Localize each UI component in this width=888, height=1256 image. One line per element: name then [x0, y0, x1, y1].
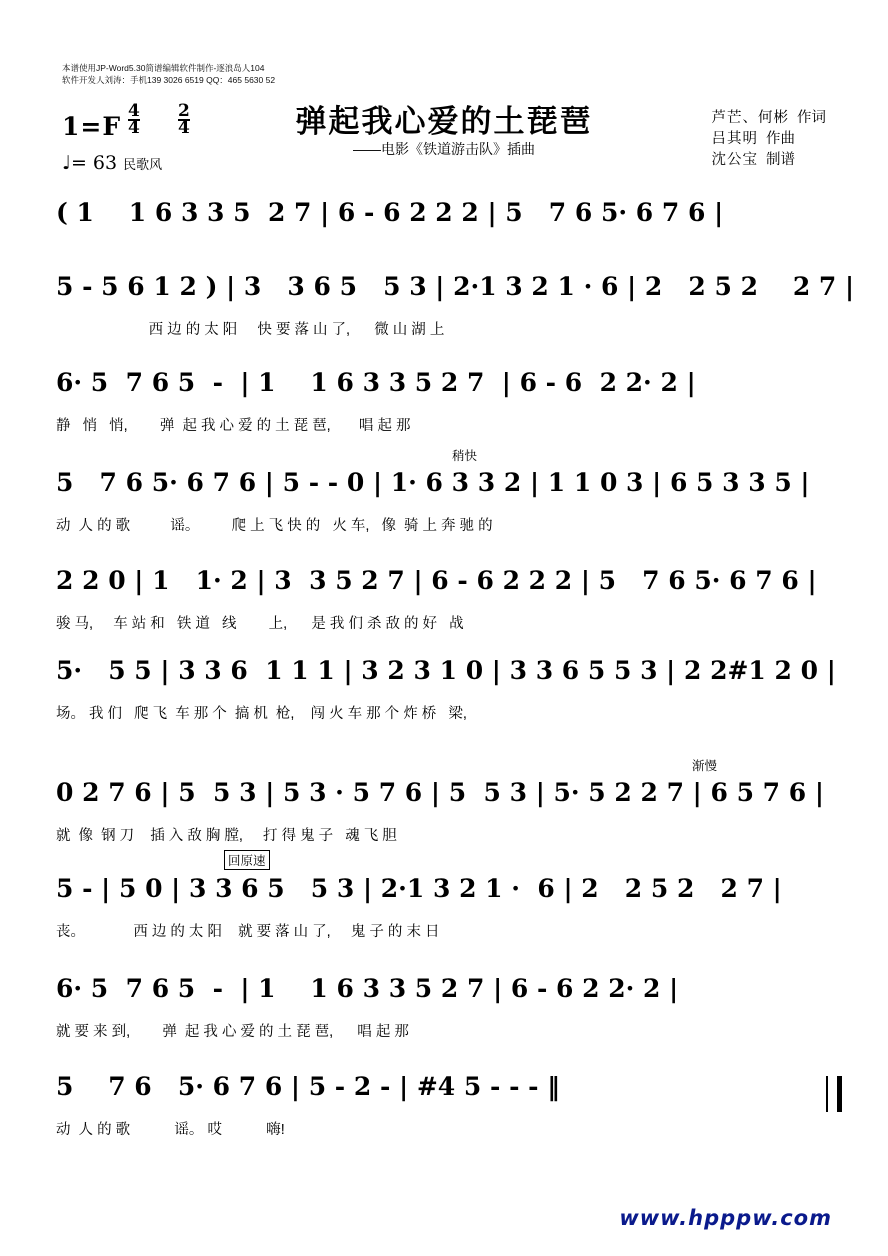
mark-shaokuai: 稍快: [452, 449, 478, 463]
system-6-lyrics: 场。 我 们 爬 飞 车 那 个 搞 机 枪, 闯 火 车 那 个 炸 桥 梁,: [56, 706, 467, 722]
credit-lyricist: [712, 108, 827, 129]
system-5: [56, 566, 834, 642]
system-6: [56, 656, 834, 732]
software-note-line1: 本谱使用JP-Word5.30简谱编辑软件制作-逐浪岛人104: [62, 63, 265, 73]
time-signature-primary: [128, 101, 140, 138]
system-5-notes: 2 2 0 | 1 1· 2 | 3 3 5 2 7 | 6 - 6 2 2 2 | 5 7 6 5· 6 7 6 |: [56, 566, 817, 595]
credit-lyricist-role: 作词: [797, 110, 826, 126]
credit-engraver: [712, 150, 827, 171]
system-6-notes: 5· 5 5 | 3 3 6 1 1 1 | 3 2 3 1 0 | 3 3 6 5 5 3 | 2 2#1 2 0 |: [56, 656, 836, 685]
time-signature-primary-denominator: 4: [128, 118, 140, 138]
system-4-notes: 5 7 6 5· 6 7 6 | 5 - - 0 | 1· 6 3 3 2 | 1 1 0 3 | 6 5 3 3 5 |: [56, 468, 810, 497]
system-1-notes: ( 1 1 6 3 3 5 2 7 | 6 - 6 2 2 2 | 5 7 6 5· 6 7 6 |: [56, 198, 724, 227]
system-7-notes: 0 2 7 6 | 5 5 3 | 5 3 · 5 7 6 | 5 5 3 | 5· 5 2 2 7 | 6 5 7 6 |: [56, 778, 824, 807]
system-2-notes: 5 - 5 6 1 2 ) | 3 3 6 5 5 3 | 2·1 3 2 1 · 6 | 2 2 5 2 2 7 |: [56, 272, 855, 301]
system-5-lyrics: 骏 马, 车 站 和 铁 道 线 上, 是 我 们 杀 敌 的 好 战: [56, 616, 464, 632]
time-signature-secondary: [178, 101, 190, 138]
system-9-notes: 6· 5 7 6 5 - | 1 1 6 3 3 5 2 7 | 6 - 6 2 2· 2 |: [56, 974, 679, 1003]
time-signature-secondary-numerator: 2: [178, 101, 190, 121]
system-10-notes: 5 7 6 5· 6 7 6 | 5 - 2 - | #4 5 - - - ‖: [56, 1072, 560, 1101]
credit-engraver-role: 制谱: [766, 152, 795, 168]
mark-huiyuansu: 回原速: [224, 850, 270, 870]
credit-lyricist-name: 芦芒、何彬: [711, 110, 789, 126]
system-10-lyrics: 动 人 的 歌 谣。 哎 嗨!: [56, 1122, 285, 1138]
system-1: [56, 198, 834, 274]
time-signature-secondary-denominator: 4: [178, 118, 190, 138]
software-note-line2: 软件开发人刘涛：手机139 3026 6519 QQ：465 5630 52: [62, 75, 276, 85]
credit-engraver-name: 沈公宝: [711, 152, 758, 168]
system-2: [56, 272, 855, 348]
website-watermark: www.hpppw.com: [619, 1206, 832, 1230]
system-1-lyrics: [56, 244, 834, 268]
system-8-lyrics: 丧。 西 边 的 太 阳 就 要 落 山 了, 鬼 子 的 末 日: [56, 924, 440, 940]
credit-composer: [712, 129, 827, 150]
tempo-style: 民歌风: [123, 157, 163, 172]
system-8: [56, 854, 834, 950]
system-8-notes: 5 - | 5 0 | 3 3 6 5 5 3 | 2·1 3 2 1 · 6 | 2 2 5 2 2 7 |: [56, 874, 782, 903]
system-7-lyrics: 就 像 钢 刀 插 入 敌 胸 膛, 打 得 鬼 子 魂 飞 胆: [56, 828, 397, 844]
tempo-marking: [62, 152, 162, 174]
final-barline: [826, 1076, 842, 1112]
system-10: [56, 1072, 834, 1148]
key-signature: 1=F: [62, 112, 122, 141]
credits: [712, 108, 827, 171]
page-subtitle: ——电影《铁道游击队》插曲: [353, 141, 535, 157]
system-9: [56, 974, 834, 1050]
mark-jianman: 渐慢: [692, 759, 718, 773]
time-signature-primary-numerator: 4: [128, 101, 140, 121]
system-4-lyrics: 动 人 的 歌 谣。 爬 上 飞 快 的 火 车, 像 骑 上 奔 驰 的: [56, 518, 493, 534]
credit-composer-role: 作曲: [766, 131, 795, 147]
system-3-notes: 6· 5 7 6 5 - | 1 1 6 3 3 5 2 7 | 6 - 6 2 2· 2 |: [56, 368, 696, 397]
system-9-lyrics: 就 要 来 到, 弹 起 我 心 爱 的 土 琵 琶, 唱 起 那: [56, 1024, 409, 1040]
page-title: 弹起我心爱的土琵琶: [295, 104, 593, 140]
system-7: [56, 759, 834, 854]
system-4: [56, 449, 834, 544]
system-2-lyrics: 西 边 的 太 阳 快 要 落 山 了, 微 山 湖 上: [56, 322, 445, 338]
system-3: [56, 368, 834, 444]
system-3-lyrics: 静 悄 悄, 弹 起 我 心 爱 的 土 琵 琶, 唱 起 那: [56, 418, 411, 434]
tempo-value: ♩= 63: [62, 152, 118, 174]
software-note: [62, 62, 275, 86]
credit-composer-name: 吕其明: [711, 131, 758, 147]
